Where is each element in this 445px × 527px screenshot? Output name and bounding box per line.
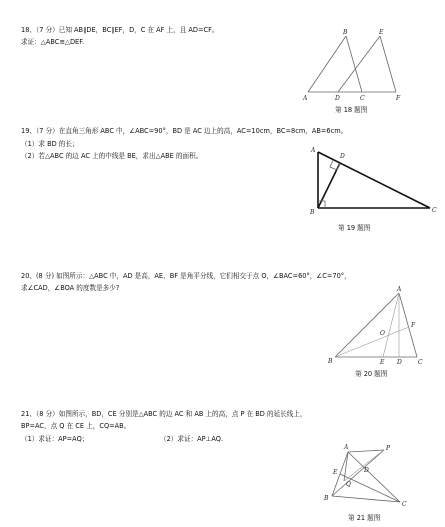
q21-seg-ap	[348, 450, 384, 452]
q18-statement: 18、（7 分）已知 AB∥DE，BC∥EF，D，C 在 AF 上，且 AD=CF。	[21, 26, 219, 34]
q19-label-d: D	[340, 153, 345, 160]
q20-label-f: F	[411, 322, 416, 329]
q21-seg-bp	[332, 450, 384, 496]
q21-seg-ac	[348, 452, 400, 502]
q19-label-b: B	[310, 209, 315, 216]
q20-label-c: C	[418, 359, 423, 366]
q20-label-o: O	[380, 330, 385, 337]
q18-label-c: C	[360, 95, 365, 102]
q21-part-2: （2）求证：AP⊥AQ.	[160, 435, 224, 443]
q21-statement: 21、（8 分）如图所示，BD，CE 分别是△ABC 的边 AC 和 AB 上的高，点 P 在 BD 的延长线上，	[21, 410, 307, 418]
q18-label-e: E	[379, 29, 384, 36]
q19-seg-ac	[318, 152, 430, 208]
q18-label-b: B	[343, 29, 348, 36]
q20-seg-ab	[335, 293, 399, 357]
q19-caption: 第 19 题图	[338, 224, 371, 232]
q18-caption: 第 18 题图	[335, 106, 368, 114]
q18-label-a: A	[303, 95, 308, 102]
q19-label-a: A	[311, 147, 316, 154]
q18-prove: 求证：△ABC≌△DEF.	[21, 38, 85, 46]
q19-part-1: （1）求 BD 的长；	[21, 140, 79, 148]
q19-part-2: （2）若△ABC 的边 AC 上的中线是 BE，求出△ABE 的面积。	[21, 152, 203, 160]
q19-label-c: C	[432, 207, 437, 214]
q21-caption: 第 21 题图	[348, 514, 381, 522]
q21-seg-qp	[344, 450, 384, 481]
q21-label-q: Q	[346, 481, 351, 488]
q21-label-p: P	[386, 445, 391, 452]
q21-label-a: A	[344, 444, 349, 451]
q21-label-b: B	[324, 495, 329, 502]
q21-condition: BP=AC，点 Q 在 CE 上，CQ=AB。	[21, 422, 131, 430]
q20-statement: 20、(8 分) 如图所示：△ABC 中，AD 是高，AE、BF 是角平分线，它们相交于点 O，∠BAC=60°，∠C=70°，	[21, 272, 351, 280]
q18-seg-ab	[308, 36, 346, 92]
q20-label-d: D	[397, 359, 402, 366]
q20-seg-ae	[383, 293, 399, 357]
q20-caption: 第 20 题图	[355, 370, 388, 378]
q18-seg-ef	[380, 36, 396, 92]
q18-label-d: D	[335, 95, 340, 102]
q18-label-f: F	[396, 95, 401, 102]
q20-label-e: E	[380, 359, 385, 366]
q21-label-e: E	[333, 469, 338, 476]
q18-seg-de	[338, 36, 380, 92]
q20-label-a: A	[397, 286, 402, 293]
q20-question: 求∠CAD，∠BOA 的度数是多少?	[21, 284, 120, 292]
q18-seg-bc	[346, 36, 362, 92]
q19-statement: 19、（7 分）在直角三角形 ABC 中，∠ABC=90°，BD 是 AC 边上的高，AC=10cm，BC=8cm，AB=6cm。	[21, 127, 348, 135]
q21-label-c: C	[402, 501, 407, 508]
q21-part-1: （1）求证：AP=AQ；	[21, 435, 89, 443]
q18-figure	[300, 28, 410, 106]
q19-figure	[308, 140, 438, 220]
q21-label-d: D	[364, 467, 369, 474]
q20-figure	[325, 285, 425, 365]
q20-label-b: B	[328, 358, 333, 365]
q20-seg-bf	[335, 327, 409, 357]
q21-figure	[320, 438, 420, 510]
